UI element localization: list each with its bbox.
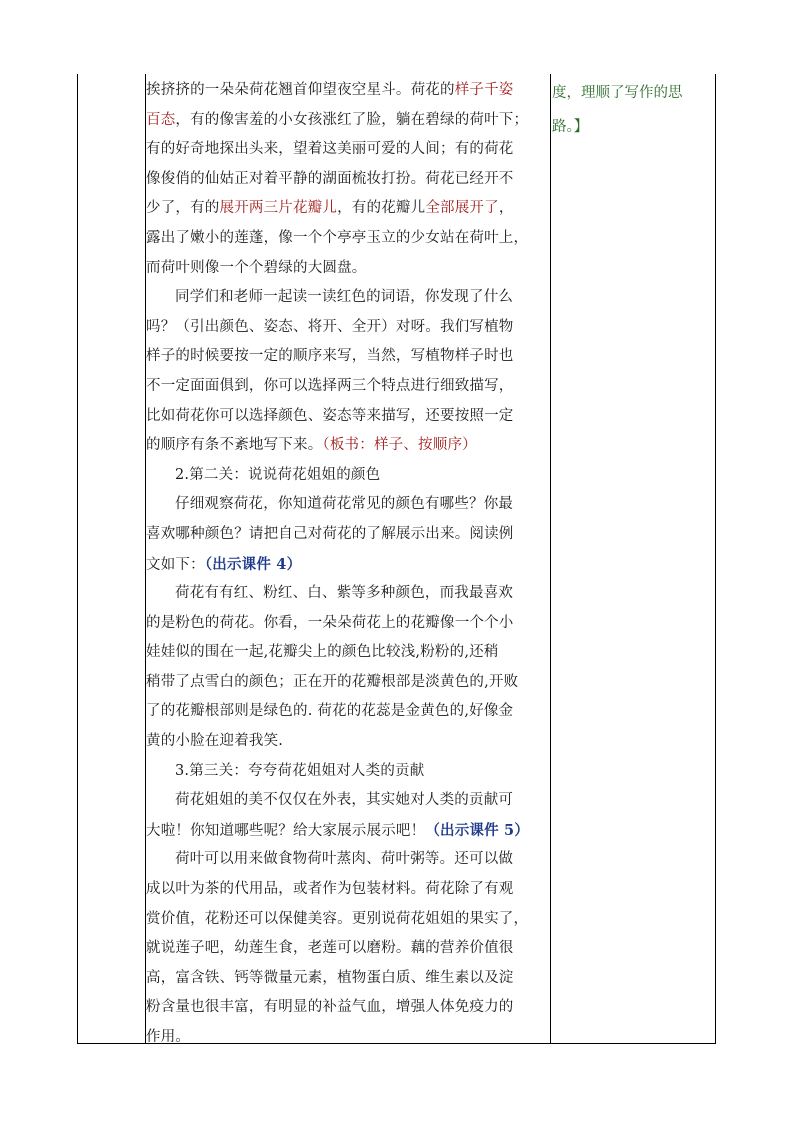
text-line <box>146 283 550 313</box>
text-segment: 露出了嫩小的莲蓬，像一个个亭亭玉立的少女站在荷叶上， <box>146 229 529 246</box>
text-segment: 娃娃似的围在一起,花瓣尖上的颜色比较浅,粉粉的,还稍 <box>146 644 499 661</box>
text-segment: 赏价值，花粉还可以保健美容。更别说荷花姐姐的果实了， <box>146 910 529 927</box>
text-line <box>146 786 550 816</box>
text-line <box>146 76 550 106</box>
text-line <box>146 431 550 461</box>
text-line <box>146 875 550 905</box>
text-segment: 喜欢哪种颜色？请把自己对荷花的了解展示出来。阅读例 <box>146 525 514 542</box>
text-segment: 文如下： <box>146 556 205 573</box>
table-border-left <box>77 74 78 1044</box>
text-segment: 大啦！你知道哪些呢？给大家展示展示吧！ <box>146 822 426 839</box>
text-segment: 3.第三关：夸夸荷花姐姐对人类的贡献 <box>175 762 425 779</box>
text-segment: 荷花有有红、粉红、白、紫等多种颜色，而我最喜欢 <box>175 585 514 602</box>
text-line <box>146 964 550 994</box>
text-line <box>146 905 550 935</box>
text-line <box>146 165 550 195</box>
text-segment: 成以叶为茶的代用品，或者作为包装材料。荷花除了有观 <box>146 881 514 898</box>
text-segment: 展开两三片花瓣儿 <box>219 200 338 217</box>
text-line <box>146 224 550 254</box>
text-segment: 有的好奇地探出头来，望着这美丽可爱的人间；有的荷花 <box>146 141 514 158</box>
text-line <box>146 106 550 136</box>
text-line <box>146 135 550 165</box>
text-line <box>146 254 550 284</box>
text-segment: 粉含量也很丰富，有明显的补益气血，增强人体免疫力的 <box>146 999 514 1016</box>
text-segment: 样子千姿 <box>454 82 514 98</box>
text-segment: 像俊俏的仙姑正对着平静的湖面梳妆打扮。荷花已经开不 <box>146 170 514 187</box>
text-line <box>146 313 550 343</box>
text-segment: 少了，有的 <box>146 200 220 217</box>
table-border-col2 <box>550 74 551 1044</box>
text-segment: 同学们和老师一起读一读红色的词语，你发现了什么 <box>175 289 514 306</box>
text-segment: 的是粉色的荷花。你看，一朵朵荷花上的花瓣像一个个小 <box>146 614 514 631</box>
text-segment: 2.第二关：说说荷花姐姐的颜色 <box>175 466 381 483</box>
text-line <box>146 520 550 550</box>
text-line <box>146 490 550 520</box>
text-segment: ，有的花瓣儿 <box>337 200 426 217</box>
text-segment: 黄的小脸在迎着我笑. <box>146 733 284 750</box>
text-line <box>146 934 550 964</box>
text-segment: 百态 <box>146 111 176 128</box>
text-line <box>146 342 550 372</box>
text-segment: 样子的时候要按一定的顺序来写，当然，写植物样子时也 <box>146 348 514 365</box>
text-segment: 就说莲子吧，幼莲生食，老莲可以磨粉。藕的营养价值很 <box>146 940 514 957</box>
text-segment: （出示课件 4） <box>204 555 302 573</box>
text-line <box>146 1023 550 1053</box>
text-line <box>146 845 550 875</box>
text-segment: 荷叶可以用来做食物荷叶蒸肉、荷叶粥等。还可以做 <box>175 851 514 868</box>
text-segment: 作用。 <box>146 1029 191 1045</box>
text-segment: 而荷叶则像一个个碧绿的大圆盘。 <box>146 259 367 276</box>
text-line <box>146 402 550 432</box>
text-segment: 稍带了点雪白的颜色；正在开的花瓣根部是淡黄色的,开败 <box>146 673 519 690</box>
text-line <box>146 697 550 727</box>
text-segment: （板书：样子、按顺序） <box>322 437 477 454</box>
text-segment: 了的花瓣根部则是绿色的. 荷花的花蕊是金黄色的,好像金 <box>146 703 514 720</box>
text-segment: 仔细观察荷花，你知道荷花常见的颜色有哪些？你最 <box>175 496 514 513</box>
text-line <box>146 372 550 402</box>
text-segment: 全部展开了 <box>425 200 499 217</box>
text-line <box>146 993 550 1023</box>
text-segment: 的顺序有条不紊地写下来。 <box>146 437 323 454</box>
design-intent-line: 度，理顺了写作的思 <box>552 85 683 101</box>
text-line <box>146 668 550 698</box>
text-line <box>146 461 550 491</box>
design-intent-cell <box>552 76 714 144</box>
text-line <box>146 757 550 787</box>
design-intent-line: 路。】 <box>552 119 589 135</box>
text-segment: （出示课件 5） <box>425 821 530 839</box>
text-line <box>146 579 550 609</box>
text-segment: 吗？（引出颜色、姿态、将开、全开）对呀。我们写植物 <box>146 318 514 335</box>
text-line <box>146 638 550 668</box>
text-line <box>146 816 550 846</box>
text-segment: 挨挤挤的一朵朵荷花翘首仰望夜空星斗。荷花的 <box>146 82 455 98</box>
text-segment: 比如荷花你可以选择颜色、姿态等来描写，还要按照一定 <box>146 407 514 424</box>
text-segment: ，有的像害羞的小女孩涨红了脸，躺在碧绿的荷叶下； <box>175 111 529 128</box>
table-border-right <box>715 74 716 1044</box>
text-segment: 高，富含铁、钙等微量元素，植物蛋白质、维生素以及淀 <box>146 969 514 986</box>
text-line <box>146 194 550 224</box>
lesson-content-cell <box>146 76 550 1053</box>
text-line <box>146 727 550 757</box>
text-segment: 荷花姐姐的美不仅仅在外表，其实她对人类的贡献可 <box>175 792 514 809</box>
text-line <box>146 550 550 580</box>
text-segment: 不一定面面俱到，你可以选择两三个特点进行细致描写， <box>146 377 514 394</box>
text-segment: ， <box>498 200 514 217</box>
text-line <box>146 609 550 639</box>
